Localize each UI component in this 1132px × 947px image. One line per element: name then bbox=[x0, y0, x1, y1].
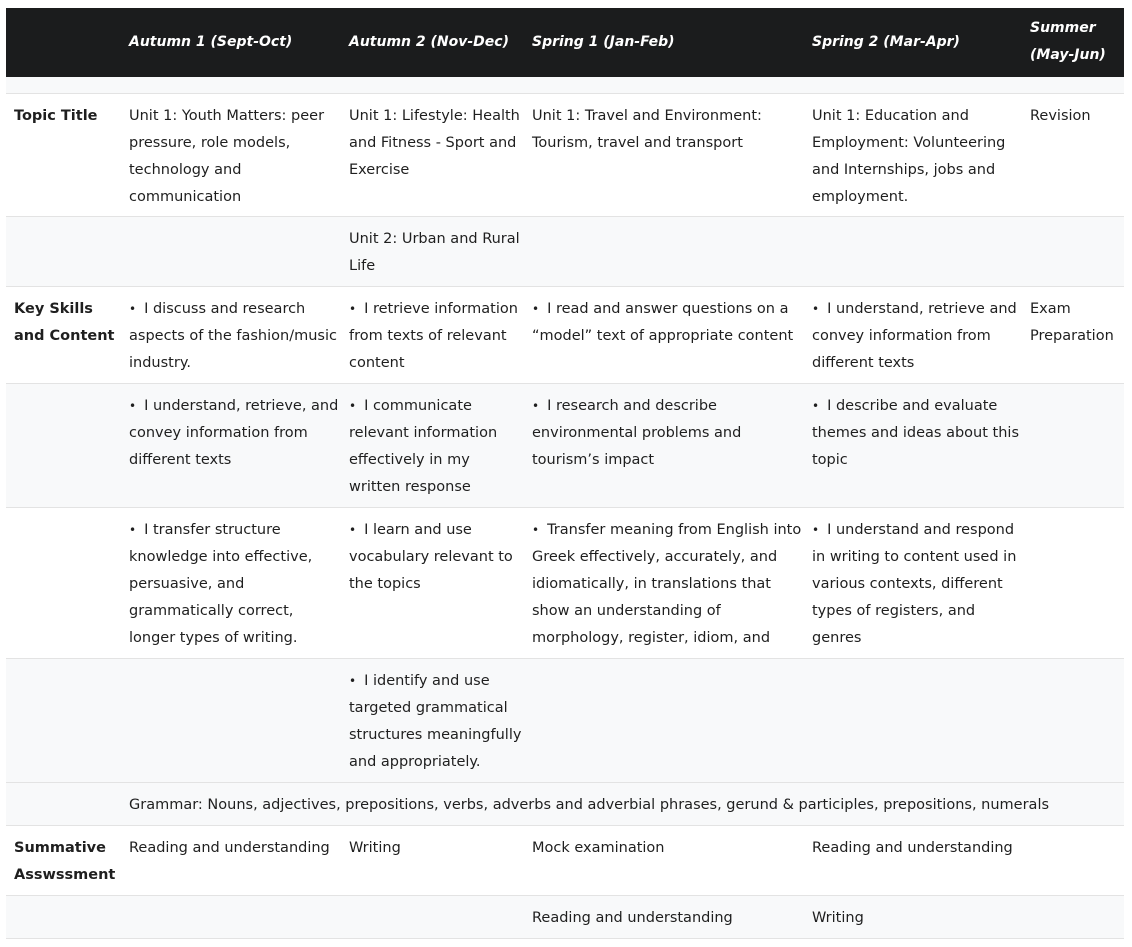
table-row-grammar bbox=[6, 783, 1124, 826]
cell-skills1-autumn-1: • I discuss and research aspects of the fashion/music industry. bbox=[129, 296, 341, 377]
header-spring-1: Spring 1 (Jan-Feb) bbox=[532, 34, 675, 50]
cell-skills3-autumn-1: • I transfer structure knowledge into effective, persuasive, and grammatically correct, longer types of writing. bbox=[129, 517, 341, 652]
cell-summative1-autumn-1: Reading and understanding bbox=[129, 840, 330, 856]
cell-skills1-summer: Exam Preparation bbox=[1030, 301, 1114, 344]
table-row-key-skills-1 bbox=[6, 287, 1124, 384]
cell-skills2-autumn-1: • I understand, retrieve, and convey information from different texts bbox=[129, 393, 341, 474]
row-label-summative: Summative Asswssment bbox=[14, 840, 116, 883]
cell-summative2-spring-1: Reading and understanding bbox=[532, 910, 733, 926]
cell-topic-autumn-1: Unit 1: Youth Matters: peer pressure, role models, technology and communication bbox=[129, 108, 325, 205]
cell-topic2-autumn-2: Unit 2: Urban and Rural Life bbox=[349, 231, 520, 274]
curriculum-table bbox=[6, 8, 1124, 939]
cell-summative2-spring-2: Writing bbox=[812, 910, 864, 926]
cell-summative1-autumn-2: Writing bbox=[349, 840, 401, 856]
cell-skills3-autumn-2: • I learn and use vocabulary relevant to the topics bbox=[349, 517, 525, 598]
table-header bbox=[6, 8, 1124, 77]
header-summer-line2: (May-Jun) bbox=[1030, 47, 1106, 63]
cell-summative1-spring-1: Mock examination bbox=[532, 840, 665, 856]
cell-summative1-spring-2: Reading and understanding bbox=[812, 840, 1013, 856]
cell-skills4-autumn-2: • I identify and use targeted grammatical structures meaningfully and appropriately. bbox=[349, 668, 525, 776]
header-summer-line1: Summer bbox=[1030, 20, 1096, 36]
cell-topic-spring-2: Unit 1: Education and Employment: Volunteering and Internships, jobs and employment. bbox=[812, 108, 1006, 205]
header-spring-2: Spring 2 (Mar-Apr) bbox=[812, 34, 960, 50]
table-row-topic-title bbox=[6, 94, 1124, 217]
cell-topic-summer: Revision bbox=[1030, 108, 1091, 124]
header-autumn-1: Autumn 1 (Sept-Oct) bbox=[129, 34, 293, 50]
cell-grammar: Grammar: Nouns, adjectives, prepositions, verbs, adverbs and adverbial phrases, gerund & participles, prepositions, numerals bbox=[129, 797, 1050, 813]
table-row-key-skills-4 bbox=[6, 659, 1124, 783]
header-summer bbox=[1030, 15, 1106, 69]
cell-skills1-autumn-2: • I retrieve information from texts of relevant content bbox=[349, 296, 525, 377]
table-row-summative-2 bbox=[6, 896, 1124, 939]
cell-skills2-autumn-2: • I communicate relevant information effectively in my written response bbox=[349, 393, 525, 501]
cell-topic-spring-1: Unit 1: Travel and Environment: Tourism, travel and transport bbox=[532, 108, 762, 151]
table-row-key-skills-3 bbox=[6, 508, 1124, 659]
cell-skills3-spring-1: • Transfer meaning from English into Greek effectively, accurately, and idiomatically, in translations that show an understanding of morphology, register, idiom, and bbox=[532, 517, 804, 679]
cell-skills3-spring-2: • I understand and respond in writing to content used in various contexts, different types of registers, and genres bbox=[812, 517, 1024, 652]
cell-skills2-spring-1: • I research and describe environmental problems and tourism’s impact bbox=[532, 393, 804, 474]
cell-skills1-spring-2: • I understand, retrieve and convey information from different texts bbox=[812, 296, 1024, 377]
spacer-row bbox=[6, 77, 1124, 94]
table-row-key-skills-2 bbox=[6, 384, 1124, 508]
table-row-summative-1 bbox=[6, 826, 1124, 896]
header-autumn-2: Autumn 2 (Nov-Dec) bbox=[349, 34, 509, 50]
cell-skills1-spring-1: • I read and answer questions on a “model” text of appropriate content bbox=[532, 296, 804, 350]
row-label-key-skills: Key Skills and Content bbox=[14, 301, 115, 344]
row-label-topic-title: Topic Title bbox=[14, 108, 98, 124]
table-row-topic-title-2 bbox=[6, 217, 1124, 287]
cell-skills2-spring-2: • I describe and evaluate themes and ideas about this topic bbox=[812, 393, 1024, 474]
cell-topic-autumn-2: Unit 1: Lifestyle: Health and Fitness - Sport and Exercise bbox=[349, 108, 520, 178]
